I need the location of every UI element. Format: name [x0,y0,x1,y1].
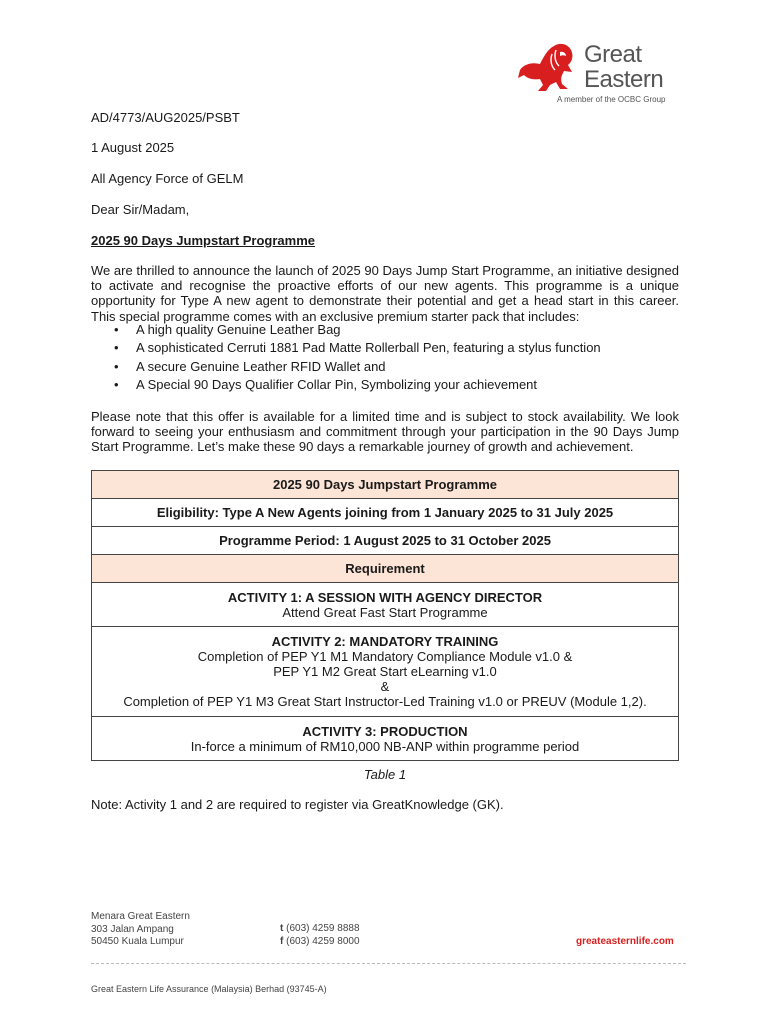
activity-3-title: ACTIVITY 3: PRODUCTION [302,723,468,739]
activity-2-detail: Completion of PEP Y1 M1 Mandatory Compliance Module v1.0 & [197,649,573,664]
table-header: 2025 90 Days Jumpstart Programme [92,471,679,499]
requirement-header: Requirement [92,555,679,583]
reference-number: AD/4773/AUG2025/PSBT [91,110,240,125]
list-item: • A Special 90 Days Qualifier Collar Pin, Symbolizing your achievement [110,377,601,395]
intro-paragraph: We are thrilled to announce the launch of 2025 90 Days Jump Start Programme, an initiative designed to activate and recognise the proactive efforts of our new agents. This programme is a unique opportunity for Type A new agent to demonstrate their potential and get a head start in this career. This special programme comes with an exclusive premium starter pack that includes: [91,263,679,324]
activity-2-detail: PEP Y1 M2 Great Start eLearning v1.0 [273,664,497,679]
activity-1-detail: Attend Great Fast Start Programme [282,604,488,620]
table-caption: Table 1 [363,767,407,782]
starter-pack-list [110,322,601,396]
footer-contact [280,923,360,948]
brand-wordmark: Great Eastern [584,41,664,93]
activity-1-cell [92,583,679,627]
table-row [92,527,679,555]
activity-2-cell [92,627,679,717]
closing-paragraph: Please note that this offer is available for a limited time and is subject to stock availability. We look forward to seeing your enthusiasm and commitment through your participation in the 90 Days Jump Start Programme. Let’s make these 90 days a remarkable journey of growth and achievement. [91,409,679,455]
programme-table [91,470,679,761]
company-legal-name: Great Eastern Life Assurance (Malaysia) Berhad (93745-A) [91,984,327,994]
table-row [92,471,679,499]
footer-divider [91,963,686,964]
activity-2-detail: Completion of PEP Y1 M3 Great Start Instructor-Led Training v1.0 or PREUV (Module 1,2). [123,694,647,709]
table-row [92,717,679,761]
activity-2-detail: & [380,679,390,694]
registration-note: Note: Activity 1 and 2 are required to register via GreatKnowledge (GK). [91,797,504,812]
eligibility-cell: Eligibility: Type A New Agents joining from 1 January 2025 to 31 July 2025 [92,499,679,527]
lion-icon [516,42,582,94]
table-row [92,555,679,583]
table-row [92,499,679,527]
list-item: • A sophisticated Cerruti 1881 Pad Matte Rollerball Pen, featuring a stylus function [110,340,601,358]
letter-title: 2025 90 Days Jumpstart Programme [91,233,316,248]
addressee: All Agency Force of GELM [91,171,244,186]
footer-address: Menara Great Eastern 303 Jalan Ampang 50450 Kuala Lumpur [91,911,190,947]
list-item: • A high quality Genuine Leather Bag [110,322,601,340]
activity-3-cell [92,717,679,761]
activity-3-detail: In-force a minimum of RM10,000 NB-ANP within programme period [190,738,580,754]
table-row [92,583,679,627]
salutation: Dear Sir/Madam, [91,202,190,217]
brand-tagline: A member of the OCBC Group [557,95,666,104]
period-cell: Programme Period: 1 August 2025 to 31 October 2025 [92,527,679,555]
table-row [92,627,679,717]
activity-2-title: ACTIVITY 2: MANDATORY TRAINING [271,634,499,649]
fax: f (603) 4259 8000 [280,935,360,947]
great-eastern-logo [516,40,676,106]
letter-date: 1 August 2025 [91,140,175,155]
list-item: • A secure Genuine Leather RFID Wallet and [110,359,601,377]
activity-1-title: ACTIVITY 1: A SESSION WITH AGENCY DIRECTOR [227,589,543,605]
telephone: t (603) 4259 8888 [280,923,360,934]
website-link[interactable]: greateasternlife.com [576,936,674,947]
